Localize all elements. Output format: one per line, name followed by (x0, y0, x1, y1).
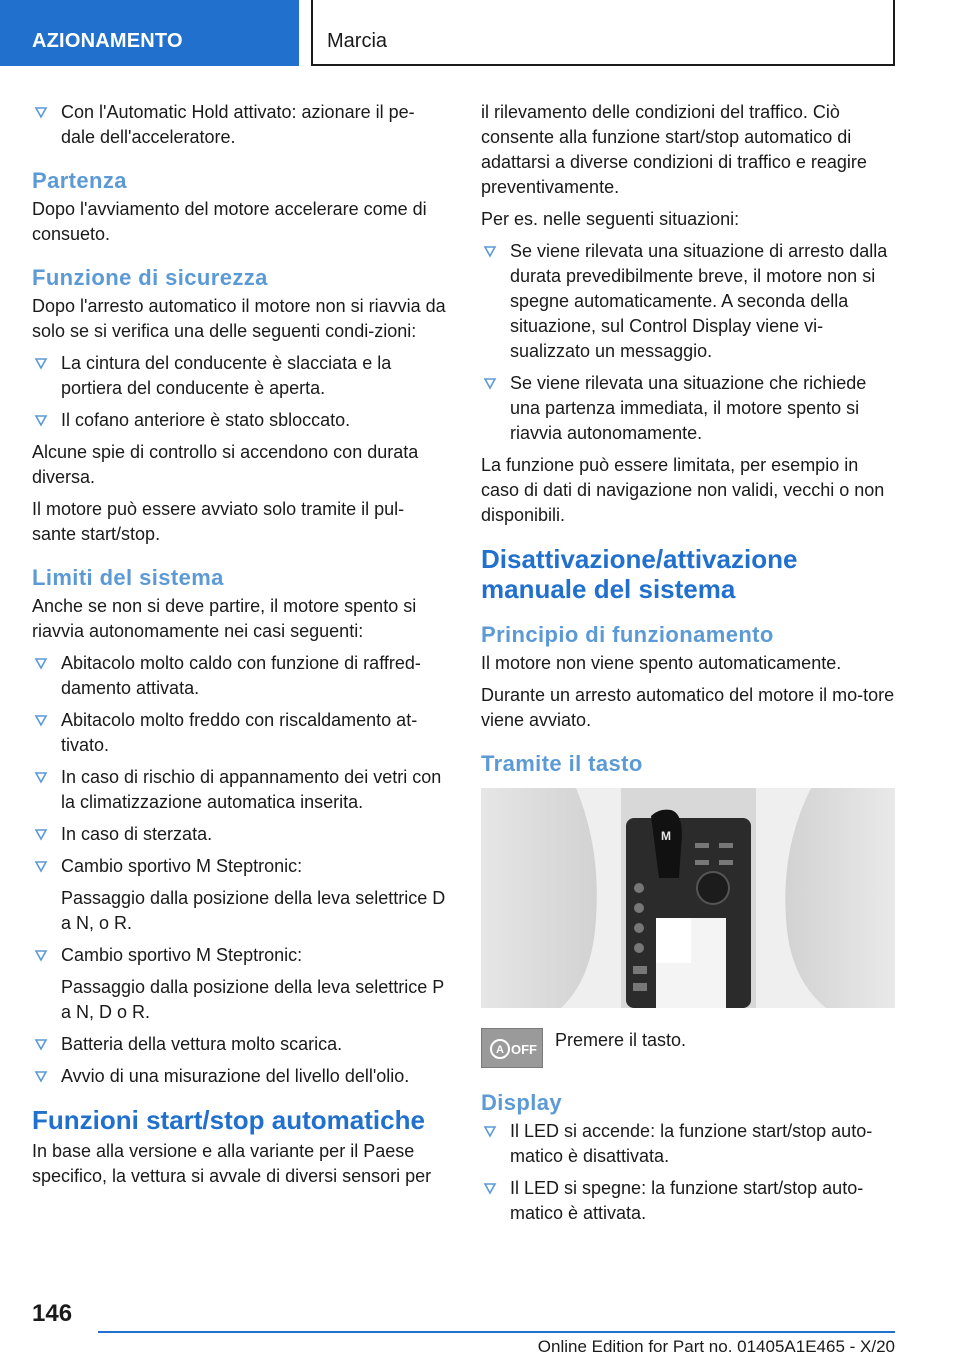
center-console-image (481, 788, 895, 1008)
paragraph: Anche se non si deve partire, il motore spento si riavvia autonomamente nei casi seguenti: (32, 596, 417, 641)
heading-limiti-sistema: Limiti del sistema (32, 565, 224, 590)
section-tab: AZIONAMENTO (0, 0, 299, 66)
triangle-bullet-icon (483, 242, 497, 260)
list-item: Se viene rilevata una situazione di arresto dalla durata prevedibilmente breve, il motore non si spegne automaticamente. A seconda della situazione, sul Control Display viene vi-sualizzato un messaggio. (481, 239, 895, 364)
paragraph: Dopo l'avviamento del motore accelerare come di consueto. (32, 199, 427, 244)
triangle-bullet-icon (34, 411, 48, 429)
auto-start-stop-off-icon (481, 1028, 543, 1068)
list-item: Con l'Automatic Hold attivato: azionare il pe-dale dell'acceleratore. (32, 100, 448, 150)
triangle-bullet-icon (34, 711, 48, 729)
paragraph: Durante un arresto automatico del motore il mo-tore viene avviato. (481, 685, 895, 730)
triangle-bullet-icon (34, 857, 48, 875)
button-instruction (481, 1028, 895, 1072)
paragraph: il rilevamento delle condizioni del traffico. Ciò consente alla funzione start/stop automatico di adattarsi a diverse condizioni di traffico e reagire preventivamente. (481, 102, 867, 197)
triangle-bullet-icon (483, 374, 497, 392)
triangle-bullet-icon (34, 654, 48, 672)
heading-funzione-sicurezza: Funzione di sicurezza (32, 265, 268, 290)
triangle-bullet-icon (34, 103, 48, 121)
paragraph: Il motore può essere avviato solo tramite il pul-sante start/stop. (32, 499, 405, 544)
triangle-bullet-icon (34, 1035, 48, 1053)
list-item: Abitacolo molto freddo con riscaldamento at-tivato. (32, 708, 448, 758)
paragraph: Alcune spie di controllo si accendono con durata diversa. (32, 442, 419, 487)
list-item-detail: Passaggio dalla posizione della leva selettrice D a N, o R. (61, 888, 446, 933)
list-item: Avvio di una misurazione del livello dell'olio. (32, 1064, 448, 1089)
list-item: Cambio sportivo M Steptronic: (32, 854, 448, 879)
list-item: Abitacolo molto caldo con funzione di raffred-damento attivata. (32, 651, 448, 701)
list-item: La cintura del conducente è slacciata e la portiera del conducente è aperta. (32, 351, 448, 401)
triangle-bullet-icon (34, 946, 48, 964)
paragraph: Il motore non viene spento automaticamente. (481, 653, 842, 673)
heading-partenza: Partenza (32, 168, 127, 193)
list-item: Cambio sportivo M Steptronic: (32, 943, 448, 968)
footer-divider (98, 1331, 895, 1333)
triangle-bullet-icon (483, 1122, 497, 1140)
triangle-bullet-icon (34, 768, 48, 786)
page-header (0, 0, 960, 66)
center-console-illustration (481, 788, 895, 1008)
paragraph: Premere il tasto. (555, 1030, 687, 1050)
heading-funzioni-automatiche: Funzioni start/stop automatiche (32, 1105, 425, 1135)
list-item: In caso di rischio di appannamento dei vetri con la climatizzazione automatica inserita. (32, 765, 448, 815)
heading-disattivazione: Disattivazione/attivazione manuale del sistema (481, 544, 798, 604)
left-column (32, 100, 448, 1196)
list-item: Il LED si spegne: la funzione start/stop auto-matico è attivata. (481, 1176, 895, 1226)
paragraph: Per es. nelle seguenti situazioni: (481, 209, 740, 229)
list-item: Il cofano anteriore è stato sbloccato. (32, 408, 448, 433)
heading-principio: Principio di funzionamento (481, 622, 774, 647)
right-column (481, 100, 895, 1233)
triangle-bullet-icon (34, 825, 48, 843)
triangle-bullet-icon (483, 1179, 497, 1197)
triangle-bullet-icon (34, 354, 48, 372)
page-number: 146 (32, 1300, 73, 1327)
list-item: In caso di sterzata. (32, 822, 448, 847)
list-item-detail: Passaggio dalla posizione della leva selettrice P a N, D o R. (61, 977, 444, 1022)
edition-note: Online Edition for Part no. 01405A1E465 - X/20 (537, 1337, 895, 1356)
svg-text:A: A (496, 1044, 504, 1056)
list-item: Il LED si accende: la funzione start/stop auto-matico è disattivata. (481, 1119, 895, 1169)
list-item: Se viene rilevata una situazione che richiede una partenza immediata, il motore spento si riavvia autonomamente. (481, 371, 895, 446)
m-logo: M (661, 829, 671, 843)
list-item: Batteria della vettura molto scarica. (32, 1032, 448, 1057)
paragraph: Dopo l'arresto automatico il motore non si riavvia da solo se si verifica una delle seguenti condi-zioni: (32, 296, 446, 341)
heading-display: Display (481, 1090, 563, 1115)
paragraph: In base alla versione e alla variante per il Paese specifico, la vettura si avvale di diversi sensori per (32, 1141, 432, 1186)
triangle-bullet-icon (34, 1067, 48, 1085)
heading-tramite-tasto: Tramite il tasto (481, 751, 643, 776)
off-icon-label: OFF (511, 1042, 537, 1057)
chapter-title: Marcia (311, 0, 895, 66)
paragraph: La funzione può essere limitata, per esempio in caso di dati di navigazione non validi, vecchi o non disponibili. (481, 455, 885, 525)
